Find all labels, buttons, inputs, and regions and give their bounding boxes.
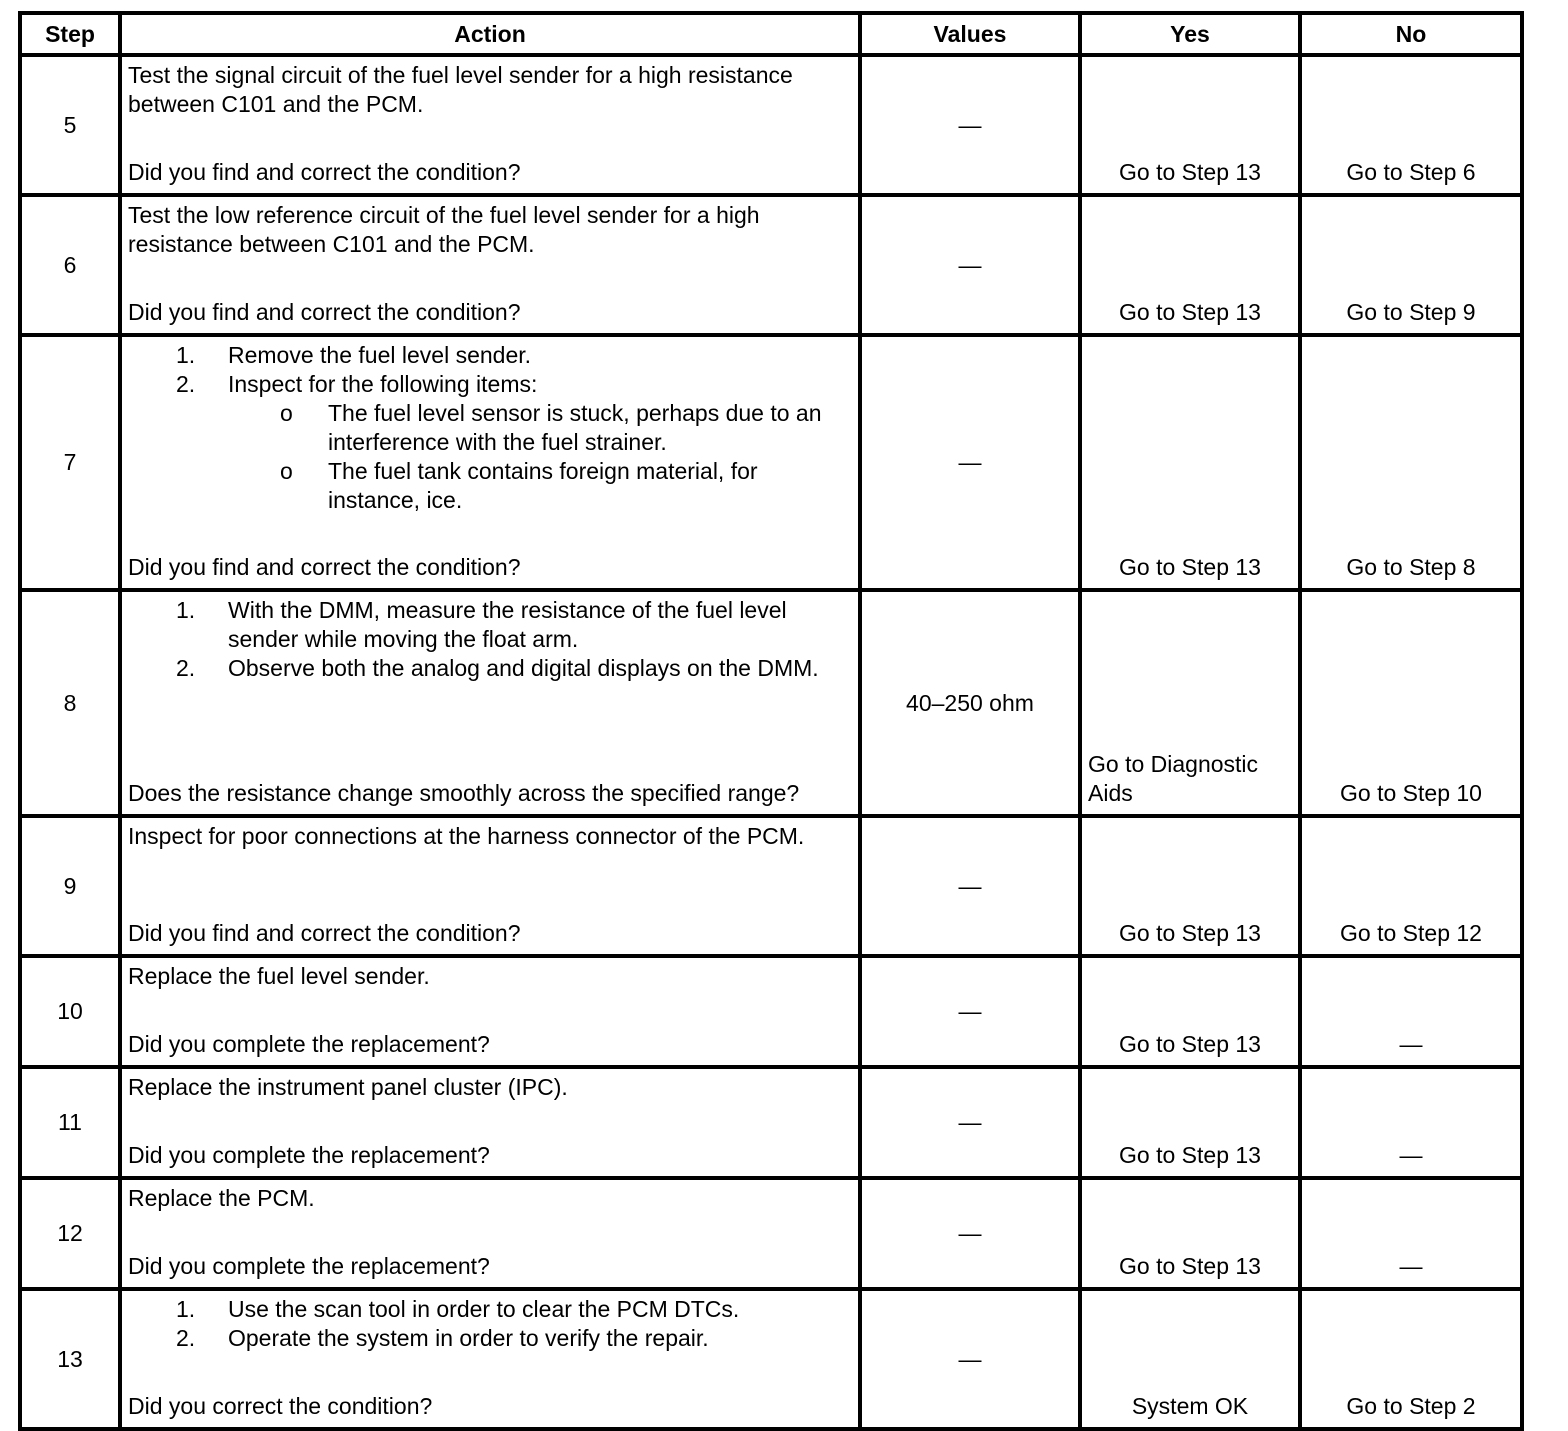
- list-text: Remove the fuel level sender.: [228, 342, 532, 368]
- yes-cell: Go to Step 13: [1080, 956, 1300, 1067]
- list-text: Use the scan tool in order to clear the PCM DTCs.: [228, 1296, 740, 1322]
- no-cell: —: [1300, 1067, 1522, 1178]
- header-yes: Yes: [1080, 13, 1300, 55]
- action-question: Does the resistance change smoothly across the specified range?: [128, 780, 800, 806]
- action-question: Did you find and correct the condition?: [128, 299, 521, 325]
- values-cell: —: [860, 195, 1080, 335]
- yes-cell: Go to Step 13: [1080, 335, 1300, 590]
- list-number: 2.: [176, 655, 196, 681]
- step-number: 9: [20, 816, 120, 956]
- action-list: [128, 596, 852, 779]
- action-cell: [120, 335, 860, 590]
- table-row: [20, 55, 1522, 195]
- step-number: 7: [20, 335, 120, 590]
- no-cell: Go to Step 10: [1300, 590, 1522, 816]
- list-number: 2.: [176, 1325, 196, 1351]
- values-cell: —: [860, 55, 1080, 195]
- action-question: Did you complete the replacement?: [128, 1031, 490, 1057]
- table-row: [20, 956, 1522, 1067]
- action-question: Did you find and correct the condition?: [128, 554, 521, 580]
- list-item: [128, 341, 852, 370]
- action-cell: [120, 195, 860, 335]
- sublist-item: [128, 399, 852, 457]
- header-no: No: [1300, 13, 1522, 55]
- yes-cell: Go to Diagnostic Aids: [1080, 590, 1300, 816]
- table-row: [20, 195, 1522, 335]
- action-question: Did you find and correct the condition?: [128, 159, 521, 185]
- header-row: [20, 13, 1522, 55]
- action-text: Test the signal circuit of the fuel level sender for a high resistance between C101 and the PCM.: [128, 62, 793, 117]
- table-row: [20, 590, 1522, 816]
- no-cell: Go to Step 2: [1300, 1289, 1522, 1429]
- list-text: Inspect for the following items:: [228, 371, 538, 397]
- list-number: 1.: [176, 342, 196, 368]
- step-number: 12: [20, 1178, 120, 1289]
- list-text: Observe both the analog and digital displays on the DMM.: [228, 655, 819, 681]
- yes-cell: Go to Step 13: [1080, 195, 1300, 335]
- yes-cell: System OK: [1080, 1289, 1300, 1429]
- step-number: 5: [20, 55, 120, 195]
- no-cell: Go to Step 8: [1300, 335, 1522, 590]
- action-question: Did you correct the condition?: [128, 1393, 433, 1419]
- values-cell: —: [860, 335, 1080, 590]
- list-number: 2.: [176, 371, 196, 397]
- action-text: Test the low reference circuit of the fuel level sender for a high resistance between C101 and the PCM.: [128, 202, 760, 257]
- action-cell: [120, 816, 860, 956]
- action-cell: [120, 590, 860, 816]
- table-row: [20, 335, 1522, 590]
- yes-cell: Go to Step 13: [1080, 816, 1300, 956]
- action-question: Did you find and correct the condition?: [128, 920, 521, 946]
- list-item: [128, 654, 852, 683]
- header-values: Values: [860, 13, 1080, 55]
- step-number: 8: [20, 590, 120, 816]
- values-cell: —: [860, 1289, 1080, 1429]
- table-row: [20, 1178, 1522, 1289]
- action-text: Inspect for poor connections at the harness connector of the PCM.: [128, 823, 805, 849]
- no-cell: —: [1300, 1178, 1522, 1289]
- action-text: Replace the PCM.: [128, 1185, 315, 1211]
- diagnostic-table: [18, 11, 1524, 1431]
- values-cell: —: [860, 816, 1080, 956]
- bullet-icon: o: [280, 400, 293, 426]
- no-cell: Go to Step 12: [1300, 816, 1522, 956]
- action-list: [128, 341, 852, 553]
- list-number: 1.: [176, 1296, 196, 1322]
- action-cell: [120, 55, 860, 195]
- action-text: Replace the fuel level sender.: [128, 963, 430, 989]
- table-row: [20, 816, 1522, 956]
- bullet-icon: o: [280, 458, 293, 484]
- list-text: Operate the system in order to verify the repair.: [228, 1325, 709, 1351]
- no-cell: Go to Step 9: [1300, 195, 1522, 335]
- values-cell: —: [860, 956, 1080, 1067]
- action-question: Did you complete the replacement?: [128, 1253, 490, 1279]
- header-step: Step: [20, 13, 120, 55]
- sublist-item: [128, 457, 852, 515]
- step-number: 6: [20, 195, 120, 335]
- action-cell: [120, 956, 860, 1067]
- values-cell: —: [860, 1067, 1080, 1178]
- step-number: 10: [20, 956, 120, 1067]
- yes-cell: Go to Step 13: [1080, 1178, 1300, 1289]
- action-list: [128, 1295, 852, 1392]
- list-number: 1.: [176, 597, 196, 623]
- action-cell: [120, 1067, 860, 1178]
- values-cell: —: [860, 1178, 1080, 1289]
- no-cell: —: [1300, 956, 1522, 1067]
- action-text: Replace the instrument panel cluster (IPC).: [128, 1074, 568, 1100]
- list-item: [128, 370, 852, 399]
- list-text: With the DMM, measure the resistance of the fuel level sender while moving the float arm.: [228, 597, 787, 652]
- list-item: [128, 1295, 852, 1324]
- action-cell: [120, 1178, 860, 1289]
- no-cell: Go to Step 6: [1300, 55, 1522, 195]
- step-number: 13: [20, 1289, 120, 1429]
- values-cell: 40–250 ohm: [860, 590, 1080, 816]
- sublist-text: The fuel tank contains foreign material, for instance, ice.: [328, 458, 758, 513]
- yes-cell: Go to Step 13: [1080, 1067, 1300, 1178]
- action-question: Did you complete the replacement?: [128, 1142, 490, 1168]
- table-row: [20, 1289, 1522, 1429]
- sublist-text: The fuel level sensor is stuck, perhaps due to an interference with the fuel strainer.: [328, 400, 822, 455]
- step-number: 11: [20, 1067, 120, 1178]
- list-item: [128, 1324, 852, 1353]
- header-action: Action: [120, 13, 860, 55]
- action-cell: [120, 1289, 860, 1429]
- list-item: [128, 596, 852, 654]
- table-row: [20, 1067, 1522, 1178]
- yes-cell: Go to Step 13: [1080, 55, 1300, 195]
